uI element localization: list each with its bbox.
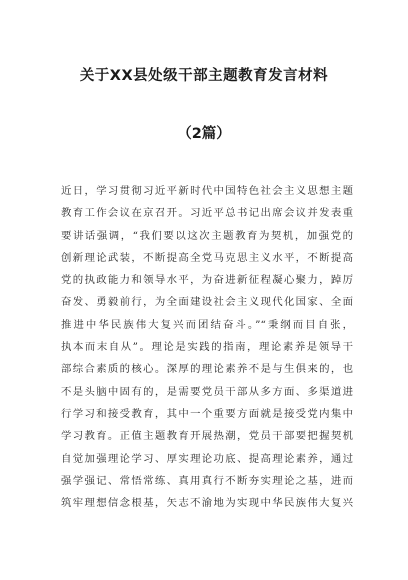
document-body <box>61 180 353 514</box>
body-line: 近日，学习贯彻习近平新时代中国特色社会主义思想主题 <box>61 185 353 197</box>
document-subtitle: （2篇） <box>177 126 231 142</box>
body-line: 奋发、勇毅前行，为全面建设社会主义现代化国家、全面 <box>61 296 353 309</box>
body-line: 党的执政能力和领导水平，为奋进新征程凝心聚力，踔厉 <box>61 274 353 287</box>
body-line: 不是头脑中固有的，是需要党员干部从多方面、多渠道进 <box>61 385 353 398</box>
document-title: 关于XX县处级干部主题教育发言材料 <box>79 68 329 84</box>
body-line: 执本而末自从”。理论是实践的指南，理论素养是领导干 <box>61 341 353 354</box>
body-line: 推进中华民族伟大复兴而团结奋斗。”“秉纲而目自张， <box>61 318 353 331</box>
body-line: 部综合素质的核心。深厚的理论素养不是与生俱来的，也 <box>61 363 353 376</box>
body-line: 行学习和接受教育，其中一个重要方面就是接受党内集中 <box>61 407 353 420</box>
body-line: 教育工作会议在京召开。习近平总书记出席会议并发表重 <box>61 207 353 220</box>
body-line: 创新理论武装，不断提高全党马克思主义水平，不断提高 <box>61 251 353 264</box>
body-line: 学习教育。正值主题教育开展热潮，党员干部要把握契机 <box>61 430 353 443</box>
body-line: 自觉加强理论学习、厚实理论功底、提高理论素养，通过 <box>61 452 353 465</box>
body-line: 筑牢理想信念根基，矢志不渝地为实现中华民族伟大复兴 <box>61 497 353 510</box>
body-line: 强学强记、常悟常练、真用真行不断夯实理论之基，进而 <box>61 474 353 487</box>
body-line: 要讲话强调，“我们要以这次主题教育为契机，加强党的 <box>61 229 353 242</box>
